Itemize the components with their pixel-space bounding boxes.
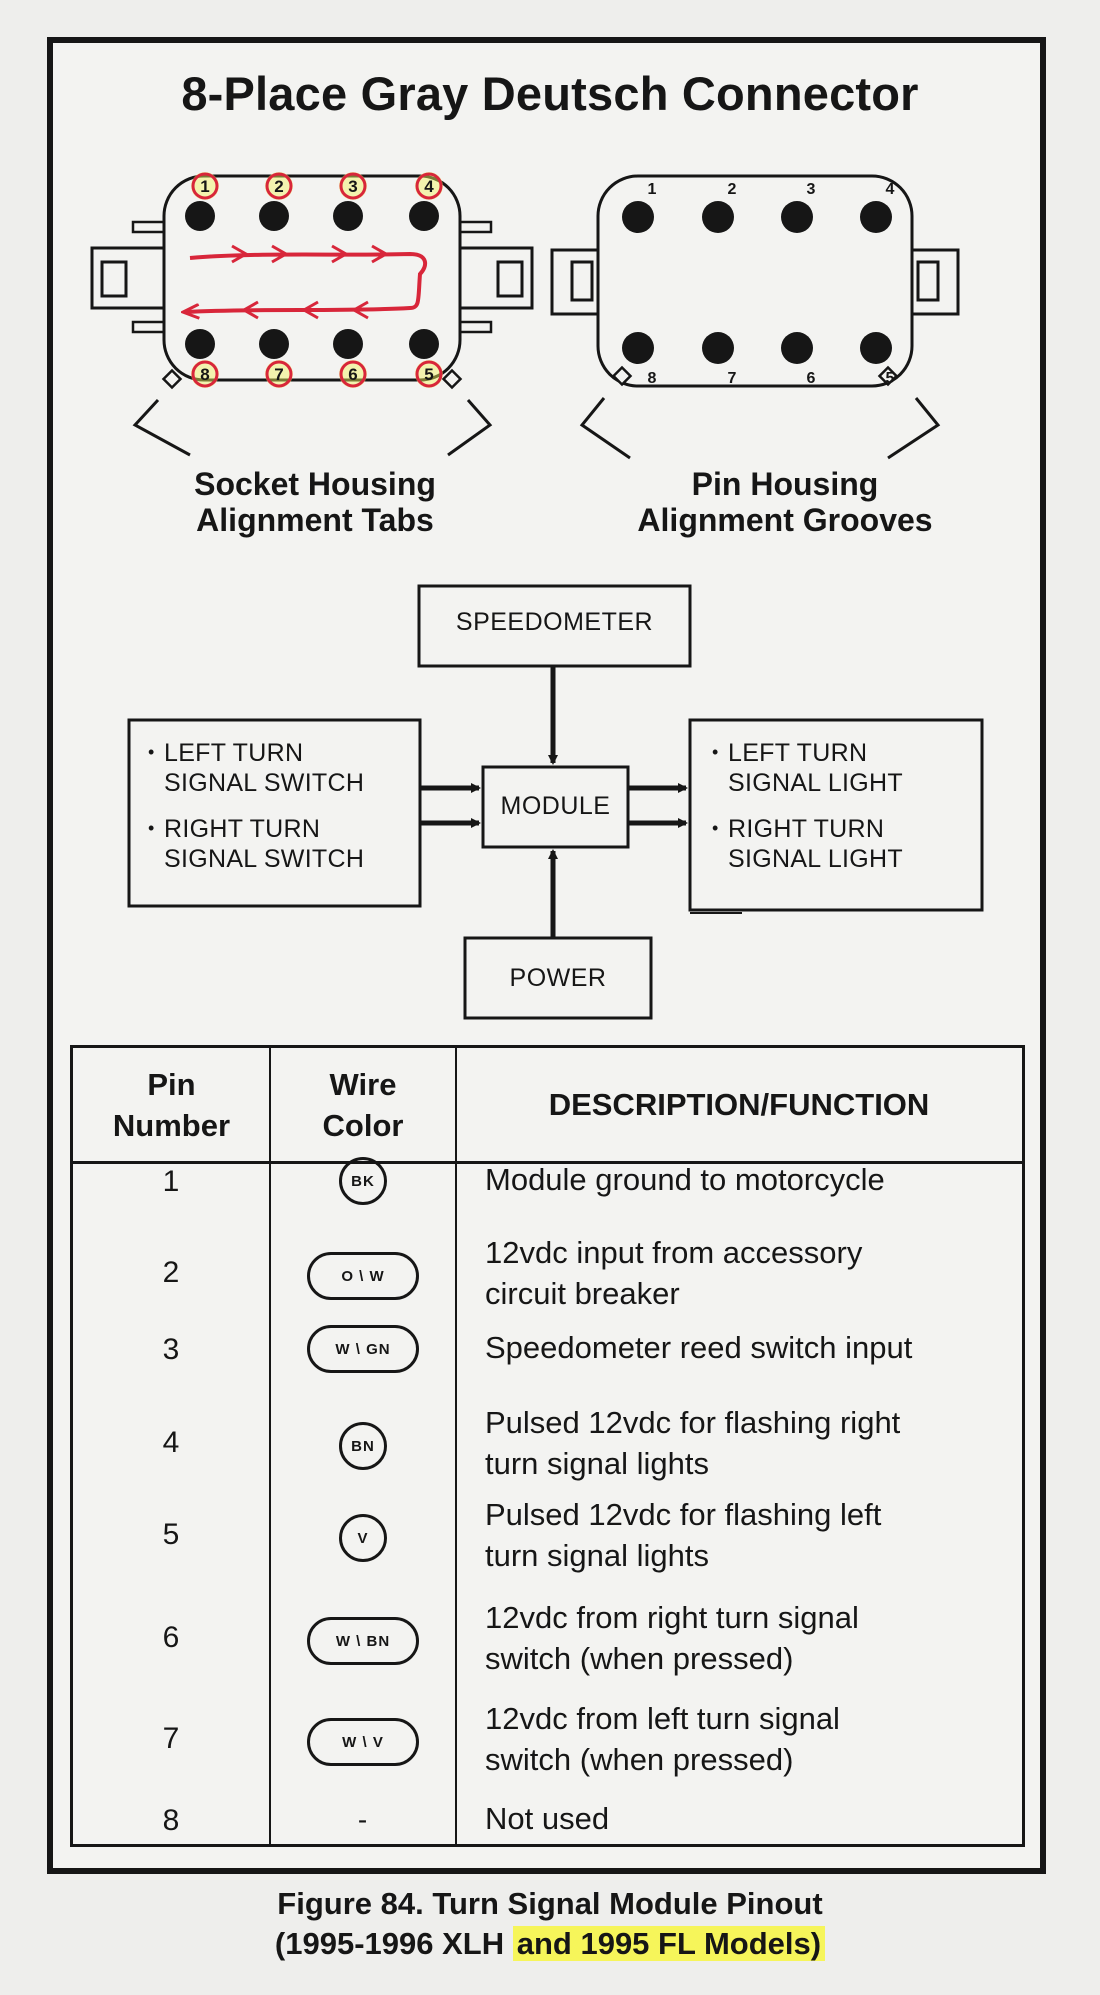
housing-pin-label-8: 8 bbox=[647, 370, 657, 387]
right-turn-light-item bbox=[712, 814, 903, 874]
right-turn-switch-line2: SIGNAL SWITCH bbox=[164, 845, 365, 873]
module-label: MODULE bbox=[500, 792, 611, 820]
table-row bbox=[73, 1600, 1022, 1699]
socket-pin-label-4: 4 bbox=[424, 177, 434, 196]
socket-pin-2 bbox=[259, 201, 289, 231]
left-turn-switch-line1: • LEFT TURN bbox=[164, 739, 304, 767]
housing-pin-6 bbox=[781, 332, 813, 364]
housing-pin-label-5: 5 bbox=[885, 370, 895, 387]
description-line1: 12vdc from left turn signal bbox=[485, 1701, 840, 1736]
socket-pin-4 bbox=[409, 201, 439, 231]
wire-color-badge: - bbox=[357, 1804, 369, 1835]
wire-color-badge: W \ GN bbox=[307, 1325, 419, 1373]
caption-line2 bbox=[0, 1924, 1100, 1964]
pin-housing bbox=[552, 176, 958, 458]
pin-number-cell: 3 bbox=[162, 1333, 180, 1366]
socket-pin-5 bbox=[409, 329, 439, 359]
table-row bbox=[73, 1801, 1022, 1844]
housing-pin-2 bbox=[702, 201, 734, 233]
wire-color-cell bbox=[271, 1514, 455, 1562]
header-wire-line1: Wire bbox=[329, 1066, 397, 1102]
caption-line1: Figure 84. Turn Signal Module Pinout bbox=[277, 1886, 823, 1921]
table-row bbox=[73, 1497, 1022, 1598]
left-turn-light-line1: • LEFT TURN bbox=[728, 739, 868, 767]
description-line1: Pulsed 12vdc for flashing right bbox=[485, 1405, 901, 1440]
pin-number-cell: 5 bbox=[162, 1518, 180, 1551]
wire-color-badge: V bbox=[339, 1514, 387, 1562]
socket-pin-1 bbox=[185, 201, 215, 231]
power-label: POWER bbox=[509, 964, 607, 992]
pin-table bbox=[70, 1045, 1025, 1847]
wire-color-cell bbox=[271, 1422, 455, 1470]
description-cell bbox=[485, 1494, 1015, 1576]
pin-housing-label-line1: Pin Housing bbox=[691, 466, 879, 502]
wire-color-cell bbox=[271, 1252, 455, 1300]
housing-pin-8 bbox=[622, 332, 654, 364]
pin-number-cell: 4 bbox=[162, 1426, 180, 1459]
housing-pin-7 bbox=[702, 332, 734, 364]
left-turn-light-line2: SIGNAL LIGHT bbox=[728, 769, 903, 797]
description-cell bbox=[485, 1597, 1015, 1679]
figure-title: 8-Place Gray Deutsch Connector bbox=[181, 67, 919, 120]
socket-pin-7 bbox=[259, 329, 289, 359]
description-cell bbox=[485, 1159, 1015, 1200]
description-line1: 12vdc input from accessory bbox=[485, 1235, 863, 1270]
description-line1: Not used bbox=[485, 1801, 610, 1836]
description-line2: circuit breaker bbox=[485, 1276, 680, 1311]
pin-number-cell: 1 bbox=[162, 1165, 180, 1198]
table-row bbox=[73, 1701, 1022, 1800]
wire-color-badge: BN bbox=[339, 1422, 387, 1470]
housing-pin-label-3: 3 bbox=[806, 181, 816, 198]
wire-color-badge: W \ BN bbox=[307, 1617, 419, 1665]
socket-pin-label-3: 3 bbox=[348, 177, 358, 196]
socket-pin-3 bbox=[333, 201, 363, 231]
socket-pin-6 bbox=[333, 329, 363, 359]
wire-color-cell bbox=[271, 1325, 455, 1373]
socket-pin-label-8: 8 bbox=[200, 365, 210, 384]
housing-pin-label-1: 1 bbox=[647, 181, 657, 198]
right-turn-light-line1: • RIGHT TURN bbox=[728, 815, 885, 843]
description-line2: switch (when pressed) bbox=[485, 1641, 794, 1676]
header-wire-color bbox=[270, 1048, 456, 1164]
description-cell bbox=[485, 1698, 1015, 1780]
wire-color-badge: W \ V bbox=[307, 1718, 419, 1766]
description-line1: Speedometer reed switch input bbox=[485, 1330, 913, 1365]
socket-pin-label-6: 6 bbox=[348, 365, 358, 384]
description-line2: turn signal lights bbox=[485, 1538, 710, 1573]
socket-housing-label-line2: Alignment Tabs bbox=[196, 502, 434, 538]
left-turn-switch-line2: SIGNAL SWITCH bbox=[164, 769, 365, 797]
description-line1: Pulsed 12vdc for flashing left bbox=[485, 1497, 882, 1532]
socket-pin-label-2: 2 bbox=[274, 177, 284, 196]
socket-housing-label bbox=[150, 466, 480, 538]
header-pin-number bbox=[73, 1048, 270, 1164]
light-box-text bbox=[712, 738, 903, 874]
socket-pin-label-5: 5 bbox=[424, 365, 434, 384]
right-turn-switch-line1: • RIGHT TURN bbox=[164, 815, 321, 843]
housing-pin-label-4: 4 bbox=[885, 181, 895, 198]
right-turn-light-line2: SIGNAL LIGHT bbox=[728, 845, 903, 873]
table-row bbox=[73, 1235, 1022, 1330]
description-line2: switch (when pressed) bbox=[485, 1742, 794, 1777]
speedometer-label: SPEEDOMETER bbox=[455, 608, 654, 636]
housing-pin-5 bbox=[860, 332, 892, 364]
wire-color-badge: BK bbox=[339, 1157, 387, 1205]
housing-pin-3 bbox=[781, 201, 813, 233]
housing-pin-label-2: 2 bbox=[727, 181, 737, 198]
wire-color-cell bbox=[271, 1157, 455, 1205]
wire-color-cell bbox=[271, 1718, 455, 1766]
description-line1: Module ground to motorcycle bbox=[485, 1162, 885, 1197]
pin-housing-label bbox=[600, 466, 970, 538]
socket-pin-label-7: 7 bbox=[274, 365, 284, 384]
description-cell bbox=[485, 1232, 1015, 1314]
pin-number-cell: 7 bbox=[162, 1722, 180, 1755]
switch-box-text bbox=[148, 738, 364, 874]
caption-highlighted-models: and 1995 FL Models) bbox=[513, 1926, 825, 1961]
socket-pin-8 bbox=[185, 329, 215, 359]
housing-pin-4 bbox=[860, 201, 892, 233]
caption-years: (1995-1996 XLH bbox=[274, 1926, 513, 1961]
description-line1: 12vdc from right turn signal bbox=[485, 1600, 859, 1635]
housing-pin-label-6: 6 bbox=[806, 370, 816, 387]
table-row bbox=[73, 1162, 1022, 1225]
wire-color-cell bbox=[271, 1617, 455, 1665]
header-wire-line2: Color bbox=[322, 1107, 404, 1143]
header-description: DESCRIPTION/FUNCTION bbox=[456, 1048, 1022, 1164]
description-cell bbox=[485, 1327, 1015, 1368]
housing-pin-1 bbox=[622, 201, 654, 233]
left-turn-switch-item bbox=[148, 738, 364, 798]
wire-color-badge: O \ W bbox=[307, 1252, 419, 1300]
table-row bbox=[73, 1330, 1022, 1401]
description-line2: turn signal lights bbox=[485, 1446, 710, 1481]
header-pin-line2: Number bbox=[112, 1107, 231, 1143]
left-turn-light-item bbox=[712, 738, 903, 798]
table-row bbox=[73, 1405, 1022, 1496]
right-turn-switch-item bbox=[148, 814, 364, 874]
description-cell bbox=[485, 1798, 1015, 1839]
socket-housing-label-line1: Socket Housing bbox=[194, 466, 436, 502]
pin-number-cell: 6 bbox=[162, 1621, 180, 1654]
header-pin-line1: Pin bbox=[147, 1066, 196, 1102]
pin-number-cell: 8 bbox=[162, 1804, 180, 1837]
pin-housing-label-line2: Alignment Grooves bbox=[637, 502, 933, 538]
housing-pin-label-7: 7 bbox=[727, 370, 737, 387]
wire-color-cell bbox=[271, 1796, 455, 1844]
description-cell bbox=[485, 1402, 1015, 1484]
pin-number-cell: 2 bbox=[162, 1256, 180, 1289]
socket-pin-label-1: 1 bbox=[200, 177, 210, 196]
